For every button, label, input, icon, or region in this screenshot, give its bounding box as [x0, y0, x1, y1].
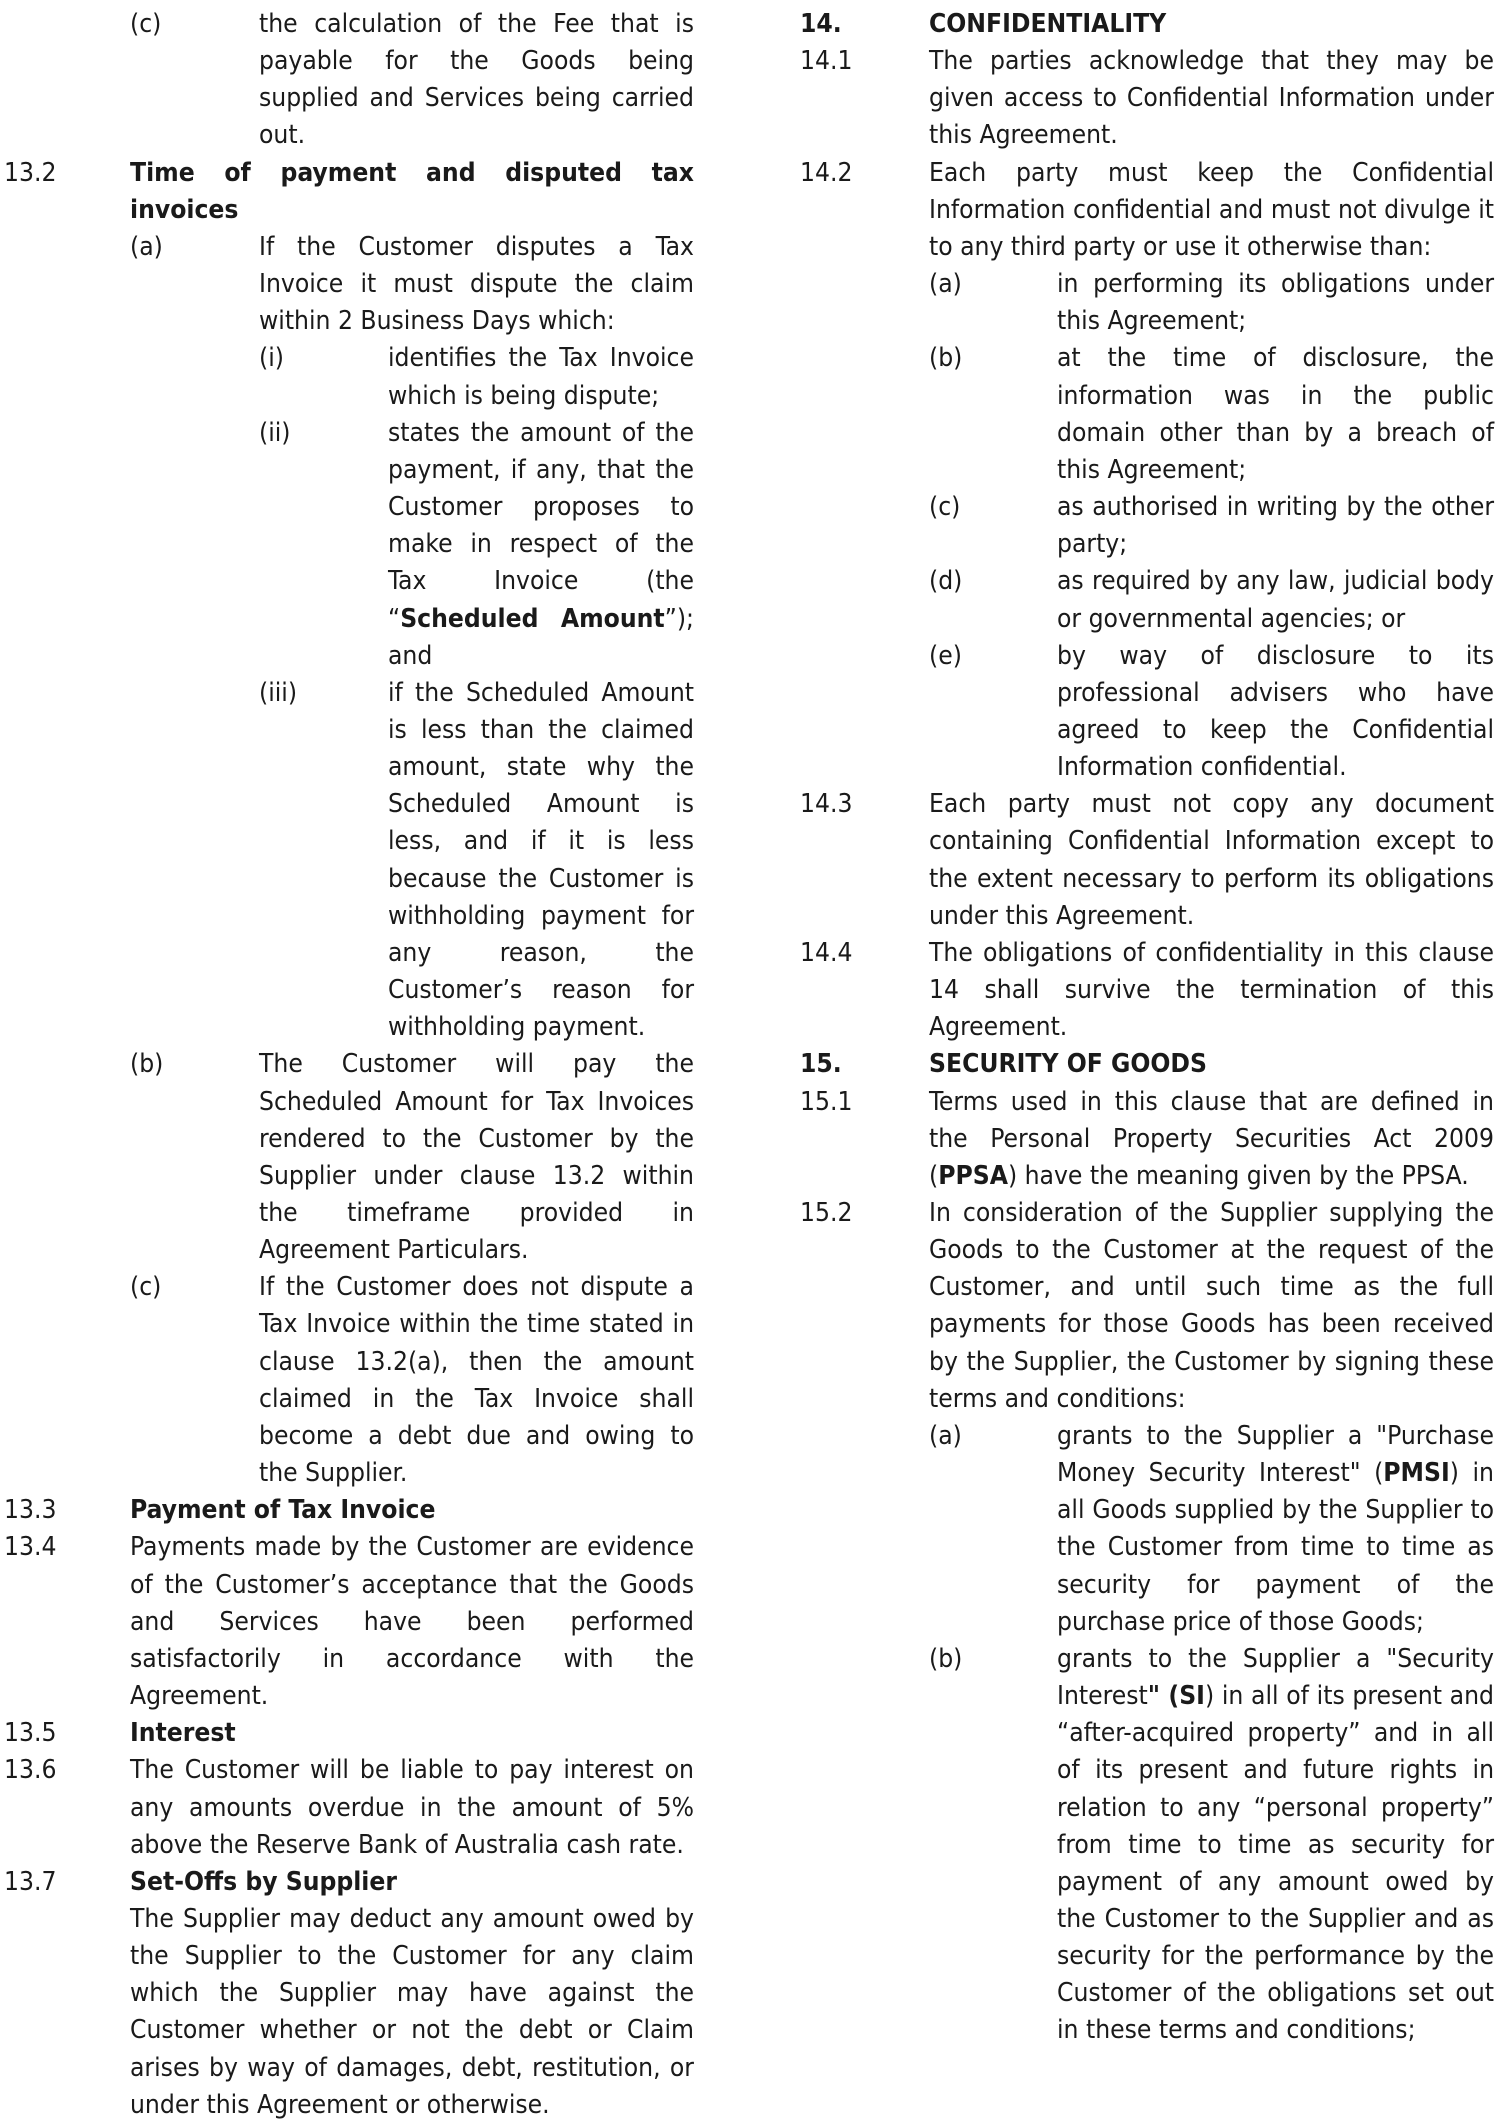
clause-label: (a) — [929, 1420, 962, 1451]
text-part: ) in all Goods supplied by the Supplier to the Customer from time to time as security for payment of the purchase price of those Goods; — [1057, 1458, 1494, 1637]
clause-14-2 — [800, 155, 1494, 266]
clause-text: as required by any law, judicial body or governmental agencies; or — [1057, 566, 1494, 634]
right-column — [800, 6, 1494, 2050]
clause-15-2 — [800, 1195, 1494, 1418]
clause-number: 14.1 — [800, 46, 853, 77]
clause-13-2-a-iii — [259, 675, 694, 1047]
clause-label: (ii) — [259, 417, 291, 448]
clause-heading: Set-Offs by Supplier — [130, 1866, 397, 1897]
clause-15-1 — [800, 1084, 1494, 1195]
clause-number: 13.2 — [4, 157, 57, 188]
clause-text: at the time of disclosure, the information was in the public domain other than by a breach of this Agreement; — [1057, 343, 1494, 485]
clause-15-2-a — [929, 1418, 1494, 1641]
clause-text: by way of disclosure to its professional advisers who have agreed to keep the Confidential Information confidential. — [1057, 640, 1494, 783]
clause-number: 15.2 — [800, 1198, 853, 1228]
clause-text: The parties acknowledge that they may be given access to Confidential Information under this Agreement. — [929, 46, 1494, 151]
defined-term: PMSI — [1383, 1458, 1450, 1489]
clause-14-2-e — [929, 638, 1494, 787]
clause-label: (c) — [130, 9, 162, 39]
clause-text: as authorised in writing by the other party; — [1057, 492, 1494, 560]
clause-number: 14.4 — [800, 937, 853, 968]
clause-13-2-a-ii — [259, 415, 694, 675]
clause-text: Each party must keep the Confidential Information confidential and must not divulge it to any third party or use it otherwise than: — [929, 157, 1494, 262]
clause-text: The Customer will be liable to pay interest on any amounts overdue in the amount of 5% above the Reserve Bank of Australia cash rate. — [130, 1755, 694, 1860]
clause-13-1-c — [130, 6, 694, 155]
text-part: states the amount of the payment, if any, that the Customer proposes to make in respect of the Tax Invoice (the “ — [388, 417, 694, 634]
quote-bold: " ( — [1147, 1681, 1180, 1712]
clause-13-2-c — [130, 1269, 694, 1492]
clause-label: (i) — [259, 343, 284, 374]
clause-text: identifies the Tax Invoice which is being dispute; — [388, 343, 694, 411]
clause-number: 13.5 — [4, 1718, 57, 1749]
clause-13-4 — [4, 1529, 694, 1715]
clause-label: (iii) — [259, 677, 298, 708]
left-column — [4, 6, 694, 2124]
clause-text — [1057, 1418, 1494, 1641]
clause-13-6 — [4, 1752, 694, 1863]
clause-13-7 — [4, 1864, 694, 1901]
clause-label: (b) — [130, 1049, 164, 1080]
clause-label: (b) — [929, 1643, 963, 1674]
clause-text: Payments made by the Customer are evidence of the Customer’s acceptance that the Goods and Services have been performed satisfactorily in accordance with the Agreement. — [130, 1532, 694, 1712]
clause-14-2-a — [929, 266, 1494, 340]
clause-14-3 — [800, 786, 1494, 935]
clause-number: 13.6 — [4, 1755, 57, 1786]
clause-14-2-c — [929, 489, 1494, 563]
text-part: grants to the Supplier a "Purchase Money Security Interest" ( — [1057, 1420, 1494, 1489]
clause-text: if the Scheduled Amount is less than the claimed amount, state why the Scheduled Amount is less, and if it is less because the Customer is withholding payment for any reason, the Customer’s reason for withholding payment. — [388, 677, 694, 1043]
clause-14-4 — [800, 935, 1494, 1046]
defined-term: Scheduled Amount — [400, 603, 665, 634]
text-part: ) in all of its present and “after-acquired property” and in all of its present and future rights in relation to any “personal property” from time to time as security for payment of any amount owed by the Customer to the Supplier and as security for the performance by the Customer of the obligations set out in these terms and conditions; — [1057, 1681, 1494, 2046]
clause-text: The obligations of confidentiality in this clause 14 shall survive the termination of this Agreement. — [929, 937, 1494, 1043]
clause-text: If the Customer disputes a Tax Invoice it must dispute the claim within 2 Business Days which: — [259, 231, 694, 337]
clause-14-2-b — [929, 340, 1494, 489]
clause-heading: Time of payment and disputed tax invoices — [130, 157, 694, 225]
clause-heading: CONFIDENTIALITY — [929, 9, 1167, 39]
text-part: ) have the meaning given by the PPSA. — [1007, 1160, 1469, 1191]
clause-14-2-d — [929, 563, 1494, 637]
clause-number: 13.7 — [4, 1866, 57, 1897]
clause-heading: Payment of Tax Invoice — [130, 1495, 436, 1526]
clause-13-5 — [4, 1715, 694, 1752]
text-part: ”); and — [388, 603, 694, 671]
clause-text — [1057, 1641, 1494, 2050]
defined-term: SI — [1179, 1681, 1205, 1712]
clause-label: (a) — [929, 269, 962, 300]
clause-number: 15.1 — [800, 1086, 853, 1117]
clause-text: The Customer will pay the Scheduled Amount for Tax Invoices rendered to the Customer by the Supplier under clause 13.2 within the timeframe provided in Agreement Particulars. — [259, 1049, 694, 1266]
clause-13-2-a — [130, 229, 694, 340]
clause-label: (c) — [130, 1272, 162, 1303]
clause-text: If the Customer does not dispute a Tax Invoice within the time stated in clause 13.2(a), then the amount claimed in the Tax Invoice shall become a debt due and owing to the Supplier. — [259, 1272, 694, 1489]
clause-text: In consideration of the Supplier supplying the Goods to the Customer at the request of the Customer, and until such time as the full payments for those Goods has been received by the Supplier, the Customer by signing these terms and conditions: — [929, 1198, 1494, 1414]
clause-text — [388, 415, 694, 675]
clause-text: Each party must not copy any document containing Confidential Information except to the extent necessary to perform its obligations under this Agreement. — [929, 789, 1494, 931]
clause-text — [929, 1084, 1494, 1195]
clause-15-2-b — [929, 1641, 1494, 2050]
clause-label: (e) — [929, 640, 962, 671]
clause-14 — [800, 6, 1494, 43]
clause-15 — [800, 1046, 1494, 1083]
clause-number: 14.3 — [800, 789, 853, 820]
clause-13-2-a-i — [259, 340, 694, 414]
clause-number: 14. — [800, 9, 842, 39]
clause-heading: Interest — [130, 1718, 236, 1749]
clause-text: the calculation of the Fee that is payable for the Goods being supplied and Services being carried out. — [259, 9, 694, 151]
defined-term: PPSA — [938, 1160, 1008, 1191]
clause-label: (a) — [130, 231, 163, 262]
clause-14-1 — [800, 43, 1494, 154]
clause-label: (d) — [929, 566, 963, 597]
clause-number: 14.2 — [800, 157, 853, 188]
clause-13-7-text: The Supplier may deduct any amount owed by the Supplier to the Customer for any claim which the Supplier may have against the Customer whether or not the debt or Claim arises by way of damages, debt, restitution, or under this Agreement or otherwise. — [130, 1903, 694, 2120]
text-part: grants to the Supplier a "Security Interest — [1057, 1643, 1494, 1712]
clause-13-2-b — [130, 1046, 694, 1269]
clause-13-2 — [4, 155, 694, 229]
clause-number: 13.3 — [4, 1495, 57, 1526]
clause-label: (c) — [929, 492, 961, 523]
text-part: Terms used in this clause that are defined in the Personal Property Securities Act 2009 ( — [929, 1086, 1494, 1191]
clause-text: in performing its obligations under this Agreement; — [1057, 269, 1494, 337]
clause-label: (b) — [929, 343, 963, 374]
clause-13-3 — [4, 1492, 694, 1529]
clause-number: 15. — [800, 1049, 842, 1080]
clause-heading: SECURITY OF GOODS — [929, 1049, 1207, 1080]
clause-number: 13.4 — [4, 1532, 57, 1563]
